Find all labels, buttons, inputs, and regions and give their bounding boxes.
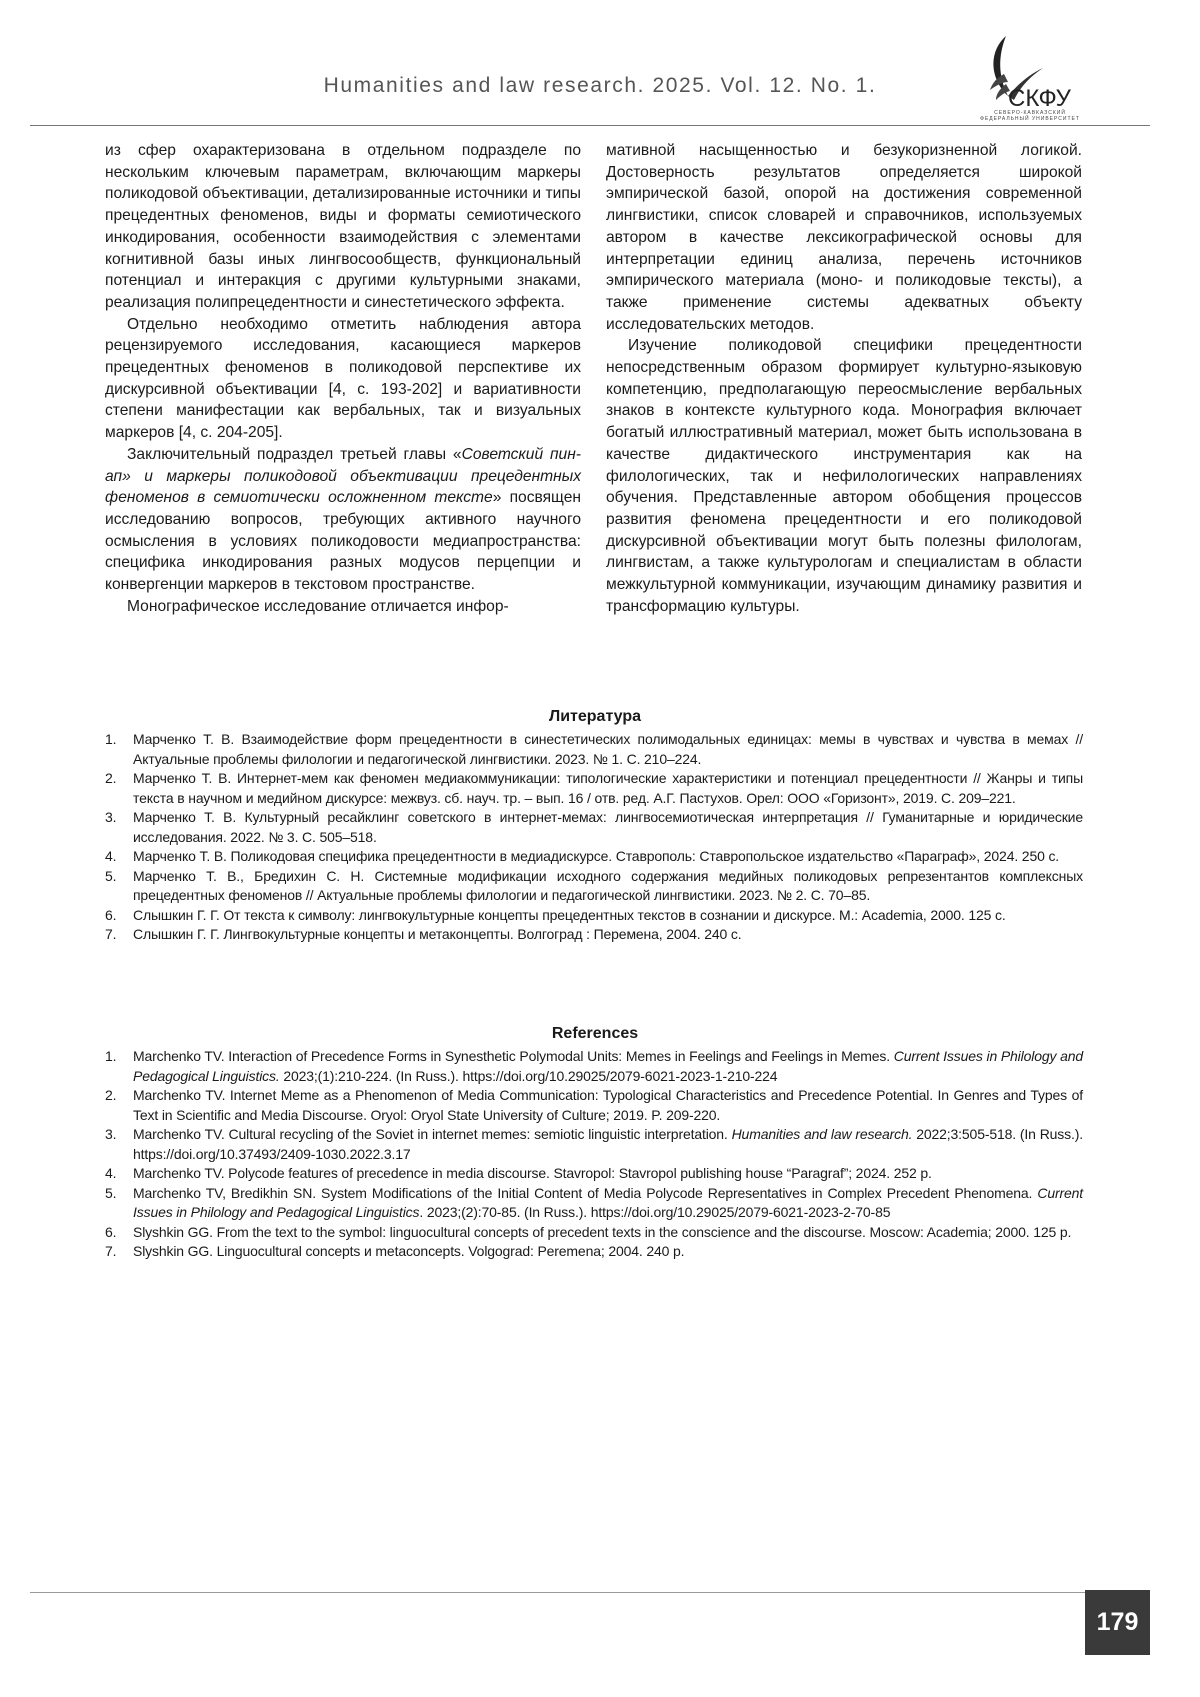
item-text: 2022;3:505-518. (In Russ.). https://doi.org/10.37493/2409-1030.2022.3.17 <box>133 1126 1083 1162</box>
text: Заключительный подраздел третьей главы « <box>127 446 462 463</box>
item-text: Марченко Т. В. Культурный ресайклинг советского в интернет-мемах: лингвосемиотическая интерпретация // Гуманитарные и юридические исследования. 2022. № 3. С. 505–518. <box>133 809 1083 845</box>
paragraph: Изучение поликодовой специфики прецедентности непосредственным образом формирует культурно-языковую компетенцию, предполагающую переосмысление вербальных знаков в контексте культурного кода. Монография включает богатый иллюстративный материал, может быть использована в качестве дидактического инструментария как на филологических, так и нефилологических направлениях обучения. Представленные автором обобщения процессов развития феномена прецедентности и его поликодовой дискурсивной объективации могут быть полезны филологам, лингвистам, а также культурологам и специалистам в области межкультурной коммуникации, изучающим динамику развития и трансформацию культуры. <box>606 335 1082 617</box>
item-number: 2. <box>105 769 116 789</box>
item-text: Marchenko TV. Cultural recycling of the Soviet in internet memes: semiotic linguistic interpretation. <box>133 1126 732 1142</box>
item-text: Марченко Т. В. Взаимодействие форм прецедентности в синестетических полимодальных единицах: мемы в чувствах и чувства в мемах // Актуальные проблемы филологии и педагогической лингвистики. 2023. № 1. С. 210–224. <box>133 731 1083 767</box>
italic-title: Советский пин-ап» и маркеры поликодовой объективации прецедентных феноменов в семиотически осложненном тексте <box>105 446 581 506</box>
item-number: 3. <box>105 808 116 828</box>
item-source: Current Issues in Philology and Pedagogical Linguistics <box>133 1185 1083 1221</box>
item-number: 2. <box>105 1086 116 1106</box>
paragraph: мативной насыщенностью и безукоризненной логикой. Достоверность результатов определяется широкой эмпирической базой, опорой на достижения современной лингвистики, список словарей и справочников, используемых автором в качестве лексикографической основы для интерпретации единиц анализа, перечень источников эмпирического материала (моно- и поликодовые тексты), а также применение системы адекватных объекту исследовательских методов. <box>606 140 1082 335</box>
item-source: Humanities and law research. <box>732 1126 913 1142</box>
item-number: 4. <box>105 1164 116 1184</box>
item-text: Slyshkin GG. From the text to the symbol: linguocultural concepts of precedent texts in the conscience and the discourse. Moscow: Academia; 2000. 125 p. <box>133 1224 1071 1240</box>
literature-item <box>105 925 1083 945</box>
item-text: Marchenko TV. Polycode features of precedence in media discourse. Stavropol: Stavropol publishing house “Paragraf”; 2024. 252 p. <box>133 1165 932 1181</box>
paragraph: из сфер охарактеризована в отдельном подразделе по нескольким ключевым параметрам, включающим маркеры поликодовой объективации, детализированные источники и типы прецедентных феноменов, виды и форматы семиотического инкодирования, особенности взаимодействия с элементами когнитивной базы иных лингвосообществ, функциональный потенциал и интеракция с другими культурными знаками, реализация полипрецедентности и синестетического эффекта. <box>105 140 581 314</box>
footer-divider <box>30 1592 1085 1593</box>
reference-item <box>105 1125 1083 1164</box>
reference-item <box>105 1047 1083 1086</box>
wing-icon <box>968 34 1080 122</box>
item-source: Current Issues in Philology and Pedagogical Linguistics. <box>133 1048 1083 1084</box>
reference-item <box>105 1086 1083 1125</box>
references-heading: References <box>0 1025 1190 1043</box>
literature-list <box>105 730 1083 945</box>
reference-item <box>105 1223 1083 1243</box>
university-logo <box>968 34 1080 122</box>
literature-heading: Литература <box>0 708 1190 726</box>
paragraph: Монографическое исследование отличается инфор- <box>105 596 581 618</box>
item-text: Marchenko TV. Interaction of Precedence Forms in Synesthetic Polymodal Units: Memes in Feelings and Feelings in Memes. <box>133 1048 894 1064</box>
item-number: 5. <box>105 1184 116 1204</box>
reference-item <box>105 1184 1083 1223</box>
item-number: 7. <box>105 1242 116 1262</box>
page-number: 179 <box>1085 1590 1150 1655</box>
item-number: 5. <box>105 867 116 887</box>
item-text: Слышкин Г. Г. Лингвокультурные концепты и метаконцепты. Волгоград : Перемена, 2004. 240 с. <box>133 926 742 942</box>
item-number: 3. <box>105 1125 116 1145</box>
item-number: 7. <box>105 925 116 945</box>
item-number: 4. <box>105 847 116 867</box>
paragraph: Отдельно необходимо отметить наблюдения автора рецензируемого исследования, касающиеся маркеров прецедентных феноменов в поликодовой перспективе их дискурсивной объективации [4, с. 193-202] и вариативности степени манифестации как вербальных, так и визуальных маркеров [4, с. 204-205]. <box>105 314 581 444</box>
left-column <box>105 140 581 617</box>
svg-text:СКФУ: СКФУ <box>1008 85 1072 112</box>
item-number: 6. <box>105 906 116 926</box>
literature-item <box>105 730 1083 769</box>
item-text: Slyshkin GG. Linguocultural concepts и metaconcepts. Volgograd: Peremena; 2004. 240 p. <box>133 1243 684 1259</box>
logo-subtitle: СЕВЕРО-КАВКАЗСКИЙ ФЕДЕРАЛЬНЫЙ УНИВЕРСИТЕТ <box>975 110 1085 122</box>
reference-item <box>105 1164 1083 1184</box>
literature-item <box>105 808 1083 847</box>
item-number: 1. <box>105 730 116 750</box>
item-text: Слышкин Г. Г. От текста к символу: лингвокультурные концепты прецедентных текстов в сознании и дискурсе. М.: Academia, 2000. 125 с. <box>133 907 1006 923</box>
references-list <box>105 1047 1083 1262</box>
paragraph <box>105 444 581 596</box>
item-text: Марченко Т. В. Поликодовая специфика прецедентности в медиадискурсе. Ставрополь: Ставропольское издательство «Параграф», 2024. 250 с. <box>133 848 1059 864</box>
right-column <box>606 140 1082 617</box>
header-divider <box>30 125 1150 126</box>
literature-item <box>105 906 1083 926</box>
text: » посвящен исследованию вопросов, требующих активного научного осмысления в условиях поликодовости медиапространства: специфика инкодирования разных модусов перцепции и конвергенции маркеров в текстовом пространстве. <box>105 489 581 593</box>
item-text: Marchenko TV, Bredikhin SN. System Modifications of the Initial Content of Media Polycode Representatives in Complex Precedent Phenomena. <box>133 1185 1037 1201</box>
literature-item <box>105 847 1083 867</box>
literature-item <box>105 769 1083 808</box>
item-number: 1. <box>105 1047 116 1067</box>
reference-item <box>105 1242 1083 1262</box>
literature-item <box>105 867 1083 906</box>
item-text: Marchenko TV. Internet Meme as a Phenomenon of Media Communication: Typological Characteristics and Precedence Potential. In Genres and Types of Text in Scientific and Media Discourse. Oryol: Oryol State University of Culture; 2019. P. 209-220. <box>133 1087 1083 1123</box>
item-text: Марченко Т. В. Интернет-мем как феномен медиакоммуникации: типологические характеристики и потенциал прецедентности // Жанры и типы текста в научном и медийном дискурсе: межвуз. сб. науч. тр. – вып. 16 / отв. ред. А.Г. Пастухов. Орел: ООО «Горизонт», 2019. С. 209–221. <box>133 770 1083 806</box>
item-text: 2023;(1):210-224. (In Russ.). https://doi.org/10.29025/2079-6021-2023-1-210-224 <box>280 1068 778 1084</box>
item-text: . 2023;(2):70-85. (In Russ.). https://doi.org/10.29025/2079-6021-2023-2-70-85 <box>419 1204 890 1220</box>
item-number: 6. <box>105 1223 116 1243</box>
journal-header: Humanities and law research. 2025. Vol. 12. No. 1. <box>300 74 900 98</box>
item-text: Марченко Т. В., Бредихин С. Н. Системные модификации исходного содержания медийных поликодовых репрезентантов комплексных прецедентных феноменов // Актуальные проблемы филологии и педагогической лингвистики. 2023. № 2. С. 70–85. <box>133 868 1083 904</box>
